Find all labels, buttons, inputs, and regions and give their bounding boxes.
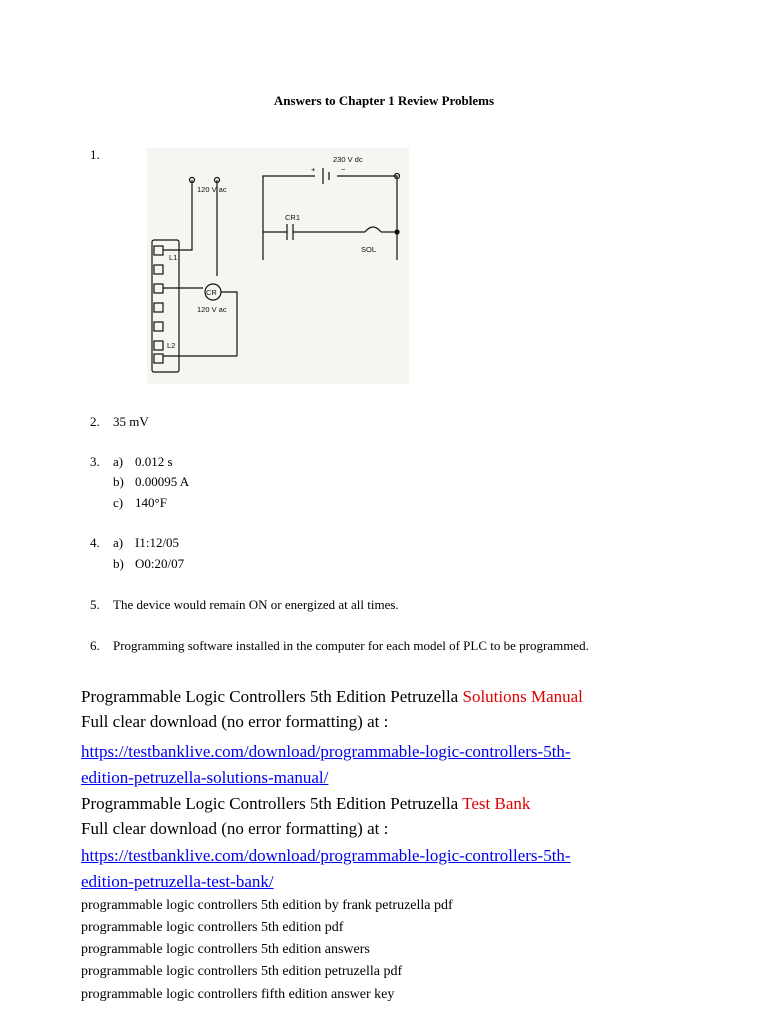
testbank-book-title: Programmable Logic Controllers 5th Edition Petruzella	[81, 794, 463, 813]
question-3-item-b	[113, 474, 189, 490]
label-230v-dc: 230 V dc	[333, 155, 363, 164]
item-text: 0.012 s	[135, 454, 173, 469]
item-text: 0.00095 A	[135, 474, 190, 489]
item-letter: a)	[113, 454, 124, 469]
testbank-kind: Test Bank	[462, 794, 531, 813]
page-title: Answers to Chapter 1 Review Problems	[273, 93, 495, 108]
label-cr: CR	[206, 288, 217, 297]
item-text: O0:20/07	[135, 556, 185, 571]
question-2-answer: 35 mV	[113, 414, 149, 429]
solutions-download-text: Full clear download (no error formatting) at :	[81, 712, 389, 731]
solutions-link-line-1[interactable]: https://testbanklive.com/download/programmable-logic-controllers-5th-	[81, 742, 571, 761]
label-120v-ac-top: 120 V ac	[197, 185, 227, 194]
keyword-line: programmable logic controllers 5th edition pdf	[81, 920, 344, 935]
question-6-answer: Programming software installed in the computer for each model of PLC to be programmed.	[113, 638, 589, 653]
testbank-link[interactable]	[81, 846, 571, 866]
keyword-line: programmable logic controllers fifth edition answer key	[81, 987, 395, 1002]
question-6-number: 6.	[90, 638, 100, 653]
question-4-item-b	[113, 556, 184, 572]
label-120v-ac-mid: 120 V ac	[197, 305, 227, 314]
testbank-link-continued[interactable]	[81, 872, 274, 892]
keyword-line: programmable logic controllers 5th edition answers	[81, 942, 370, 957]
question-2-number: 2.	[90, 414, 100, 429]
solutions-book-title: Programmable Logic Controllers 5th Edition Petruzella	[81, 687, 463, 706]
solutions-heading	[81, 687, 583, 707]
label-plus: +	[311, 165, 316, 174]
keyword-line: programmable logic controllers 5th edition by frank petruzella pdf	[81, 898, 453, 913]
junction-dot	[395, 230, 399, 234]
diagram-background	[147, 148, 409, 384]
label-l2: L2	[167, 341, 176, 350]
testbank-link-line-2[interactable]: edition-petruzella-test-bank/	[81, 872, 274, 891]
question-3-number: 3.	[90, 454, 100, 469]
testbank-heading	[81, 794, 530, 814]
item-letter: b)	[113, 474, 124, 489]
item-text: 140°F	[135, 495, 167, 510]
item-letter: b)	[113, 556, 124, 571]
question-3-item-c	[113, 495, 167, 511]
label-sol: SOL	[361, 245, 377, 254]
solutions-link-line-2[interactable]: edition-petruzella-solutions-manual/	[81, 768, 329, 787]
question-4-item-a	[113, 535, 179, 551]
question-1-number: 1.	[90, 147, 100, 162]
item-letter: a)	[113, 535, 124, 550]
label-cr1: CR1	[285, 213, 301, 222]
question-5-number: 5.	[90, 597, 100, 612]
label-l1: L1	[169, 253, 178, 262]
item-letter: c)	[113, 495, 124, 510]
wiring-diagram	[147, 148, 409, 384]
wiring-diagram-svg	[147, 148, 409, 384]
testbank-download-text: Full clear download (no error formatting) at :	[81, 819, 389, 838]
solutions-link[interactable]	[81, 742, 571, 762]
question-4-number: 4.	[90, 535, 100, 550]
question-5-answer: The device would remain ON or energized at all times.	[113, 597, 399, 612]
label-minus: −	[341, 165, 346, 174]
keyword-line: programmable logic controllers 5th edition petruzella pdf	[81, 964, 403, 979]
item-text: I1:12/05	[135, 535, 180, 550]
solutions-kind: Solutions Manual	[462, 687, 583, 706]
testbank-link-line-1[interactable]: https://testbanklive.com/download/programmable-logic-controllers-5th-	[81, 846, 571, 865]
question-3-item-a	[113, 454, 173, 470]
solutions-link-continued[interactable]	[81, 768, 328, 788]
